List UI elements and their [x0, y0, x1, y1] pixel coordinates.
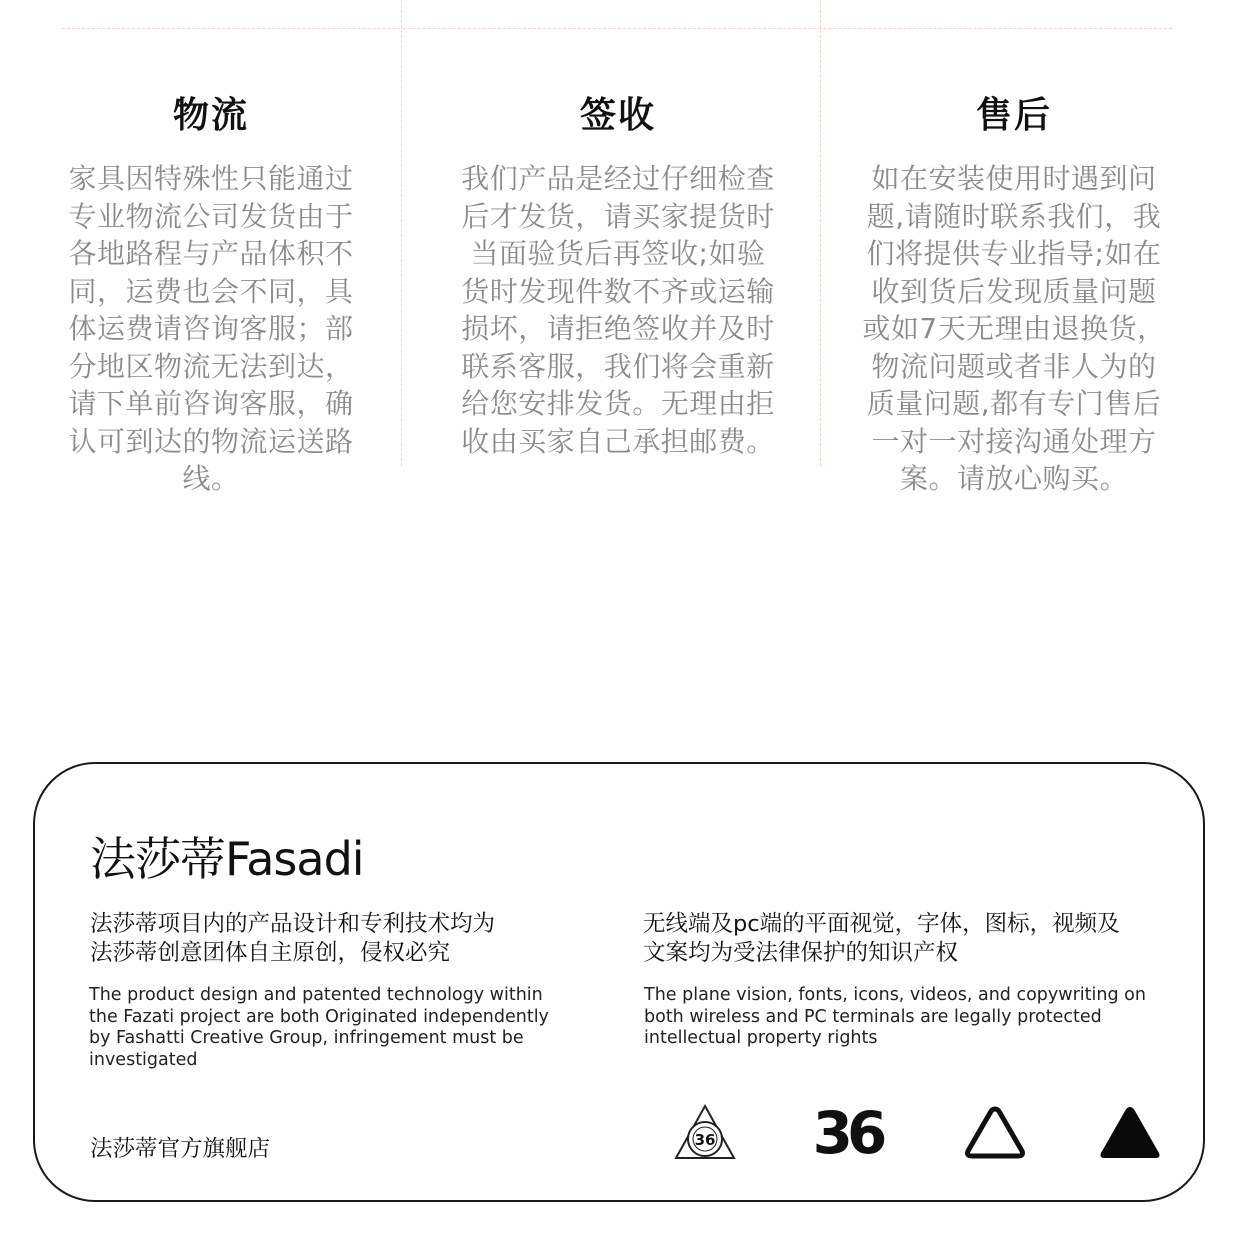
- left-cn-notice: [90, 910, 495, 968]
- column-divider: [401, 0, 402, 466]
- 36-logo-icon: [806, 1103, 888, 1159]
- filled-triangle-icon: [1098, 1104, 1162, 1160]
- text-line: 损坏，请拒绝签收并及时: [461, 312, 775, 345]
- text-line: 货时发现件数不齐或运输: [461, 274, 775, 308]
- text-line: 们将提供专业指导;如在: [866, 237, 1162, 270]
- text-line: 或如7天无理由退换货，: [862, 312, 1166, 345]
- text-line: 如在安装使用时遇到问: [871, 162, 1157, 195]
- text-line: 收到货后发现质量问题: [871, 274, 1157, 308]
- text-line: The product design and patented technology within: [89, 985, 543, 1005]
- svg-text:36: 36: [812, 1103, 882, 1159]
- signing-title: 签收: [579, 95, 656, 136]
- text-line: 请下单前咨询客服，确: [68, 387, 354, 420]
- text-line: 认可到达的物流运送路: [68, 424, 354, 458]
- text-line: 题,请随时联系我们，我: [866, 199, 1162, 233]
- text-line: 物流问题或者非人为的: [871, 349, 1157, 383]
- text-line: 我们产品是经过仔细检查: [461, 162, 775, 195]
- text-line: 分地区物流无法到达，: [68, 349, 354, 383]
- text-line: The plane vision, fonts, icons, videos, and copywriting on: [644, 985, 1146, 1005]
- text-line: 收由买家自己承担邮费。: [461, 424, 775, 458]
- text-line: 体运费请咨询客服；部: [68, 312, 354, 345]
- text-line: 法莎蒂创意团体自主原创，侵权必究: [90, 940, 451, 966]
- text-line: 给您安排发货。无理由拒: [461, 387, 775, 420]
- logistics-text: [51, 160, 371, 498]
- signing-column: [448, 90, 788, 460]
- right-cn-notice: [643, 910, 1120, 968]
- brand-logo-text: 法莎蒂Fasadi: [90, 832, 364, 886]
- text-line: 文案均为受法律保护的知识产权: [643, 940, 959, 966]
- logistics-column: [51, 90, 371, 498]
- shop-name: 法莎蒂官方旗舰店: [90, 1136, 271, 1162]
- text-line: 当面验货后再签收;如验: [470, 237, 766, 270]
- text-line: 线。: [182, 462, 240, 495]
- svg-text:36: 36: [694, 1131, 716, 1149]
- text-line: 联系客服，我们将会重新: [461, 349, 775, 383]
- right-en-notice: [644, 985, 1146, 1050]
- text-line: both wireless and PC terminals are legally protected: [644, 1006, 1102, 1027]
- column-divider: [820, 0, 821, 466]
- signing-text: [448, 160, 788, 460]
- logistics-title: 物流: [172, 95, 249, 136]
- text-line: 同，运费也会不同，具: [68, 274, 354, 308]
- text-line: 后才发货，请买家提货时: [461, 199, 775, 233]
- text-line: investigated: [89, 1049, 198, 1070]
- text-line: by Fashatti Creative Group, infringement must be: [89, 1028, 524, 1048]
- text-line: 一对一对接沟通处理方: [871, 424, 1157, 458]
- text-line: 质量问题,都有专门售后: [866, 387, 1162, 420]
- text-line: intellectual property rights: [644, 1028, 878, 1048]
- after-sales-column: [854, 90, 1174, 498]
- text-line: 家具因特殊性只能通过: [68, 162, 354, 195]
- badge-36-triangle-icon: [673, 1103, 737, 1161]
- text-line: 无线端及pc端的平面视觉，字体，图标，视频及: [643, 911, 1120, 937]
- text-line: 案。请放心购买。: [899, 462, 1128, 495]
- outline-triangle-icon: [963, 1104, 1027, 1160]
- text-line: the Fazati project are both Originated independently: [89, 1006, 549, 1027]
- after-sales-text: [854, 160, 1174, 498]
- text-line: 法莎蒂项目内的产品设计和专利技术均为: [90, 911, 496, 937]
- top-divider: [62, 28, 1172, 29]
- text-line: 专业物流公司发货由于: [68, 199, 354, 233]
- after-sales-title: 售后: [975, 95, 1052, 136]
- left-en-notice: [89, 985, 549, 1071]
- text-line: 各地路程与产品体积不: [68, 237, 354, 270]
